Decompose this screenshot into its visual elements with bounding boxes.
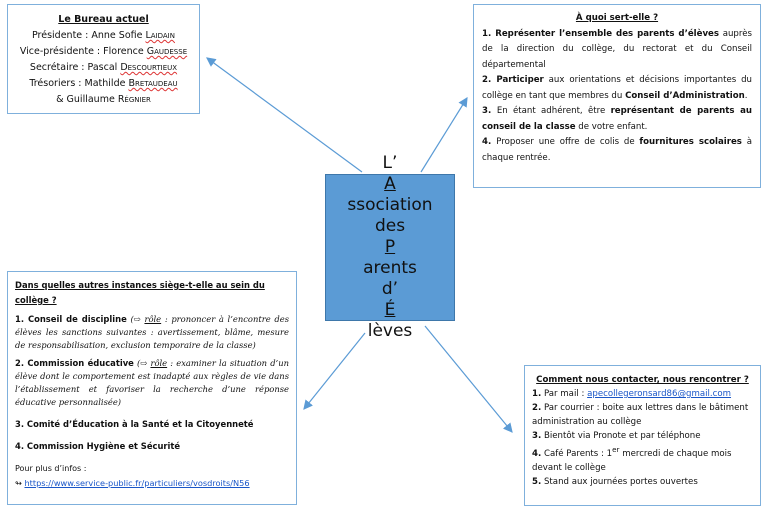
role-item-1: 1. Représenter l’ensemble des parents d’élèves auprès de la direction du collège, du rectorat et du Conseil départemental [482, 28, 752, 70]
role-title: À quoi sert-elle ? [575, 13, 659, 23]
contact-item-3: 3. Bientôt via Pronote et par téléphone [532, 431, 701, 441]
role-box [473, 4, 761, 188]
arrow-to-contact [425, 326, 512, 432]
contact-email-link[interactable]: apecollegeronsard86@gmail.com [587, 389, 732, 399]
bureau-president: Présidente : Anne Sofie Laidain [31, 30, 175, 41]
contact-item-4: 4. Café Parents : 1er mercredi de chaque mois devant le collège [532, 445, 732, 473]
instances-item-2: 2. Commission éducative (⇨ rôle : examiner la situation d’un élève dont le comportement est inadapté aux règles de vie dans l’établissement et favoriser la recherche d’une réponse éducative personnalisée) [15, 358, 290, 407]
contact-item-1: 1. Par mail : apecollegeronsard86@gmail.com [532, 389, 732, 399]
arrow-to-bureau [207, 58, 362, 172]
role-item-2: 2. Participer aux orientations et décisions importantes du collège en tant que membres du Conseil d’Administration. [482, 75, 752, 101]
role-item-4: 4. Proposer une offre de colis de fournitures scolaires à chaque rentrée. [482, 137, 752, 163]
instances-item-3: 3. Comité d’Éducation à la Santé et la Citoyenneté [15, 419, 254, 429]
bureau-treasurer-2: & Guillaume Régnier [56, 94, 151, 105]
center-line-3: d’ É lèves [367, 279, 413, 341]
contact-box [524, 365, 761, 506]
instances-item-1: 1. Conseil de discipline (⇨ rôle : prononcer à l’encontre des élèves les sanctions suivantes : avertissement, blâme, mesure de responsabilisation, exclusion temporaire de la classe) [15, 314, 289, 350]
more-info-label: Pour plus d’infos : [15, 464, 87, 473]
arrow-to-instances [304, 333, 365, 409]
center-association-box [325, 153, 455, 341]
bureau-treasurer: Trésoriers : Mathilde Bretaudeau [29, 78, 178, 89]
role-item-3: 3. En étant adhérent, être représentant de parents au conseil de la classe de votre enfant. [482, 106, 752, 132]
bureau-title: Le Bureau actuel [58, 14, 149, 25]
service-public-link[interactable]: https://www.service-public.fr/particuliers/vosdroits/N56 [24, 478, 250, 488]
bureau-secretary: Secrétaire : Pascal Descourtieux [29, 62, 178, 73]
more-info-row [15, 477, 289, 490]
contact-item-2: 2. Par courrier : boite aux lettres dans le bâtiment administration au collège [532, 403, 749, 427]
bureau-box [7, 4, 200, 114]
instances-item-4: 4. Commission Hygiène et Sécurité [15, 441, 181, 451]
contact-item-5: 5. Stand aux journées portes ouvertes [532, 476, 698, 487]
bureau-vice-president: Vice-présidente : Florence Gaudesse [19, 46, 188, 57]
link-arrow-icon: ↬ [15, 478, 25, 488]
center-line-1: L’ A ssociation [347, 153, 433, 215]
instances-title: Dans quelles autres instances siège-t-elle au sein du collège ? [15, 280, 265, 305]
contact-title: Comment nous contacter, nous rencontrer ? [536, 375, 749, 385]
instances-box [7, 271, 297, 505]
center-line-2: des P arents [363, 216, 417, 278]
